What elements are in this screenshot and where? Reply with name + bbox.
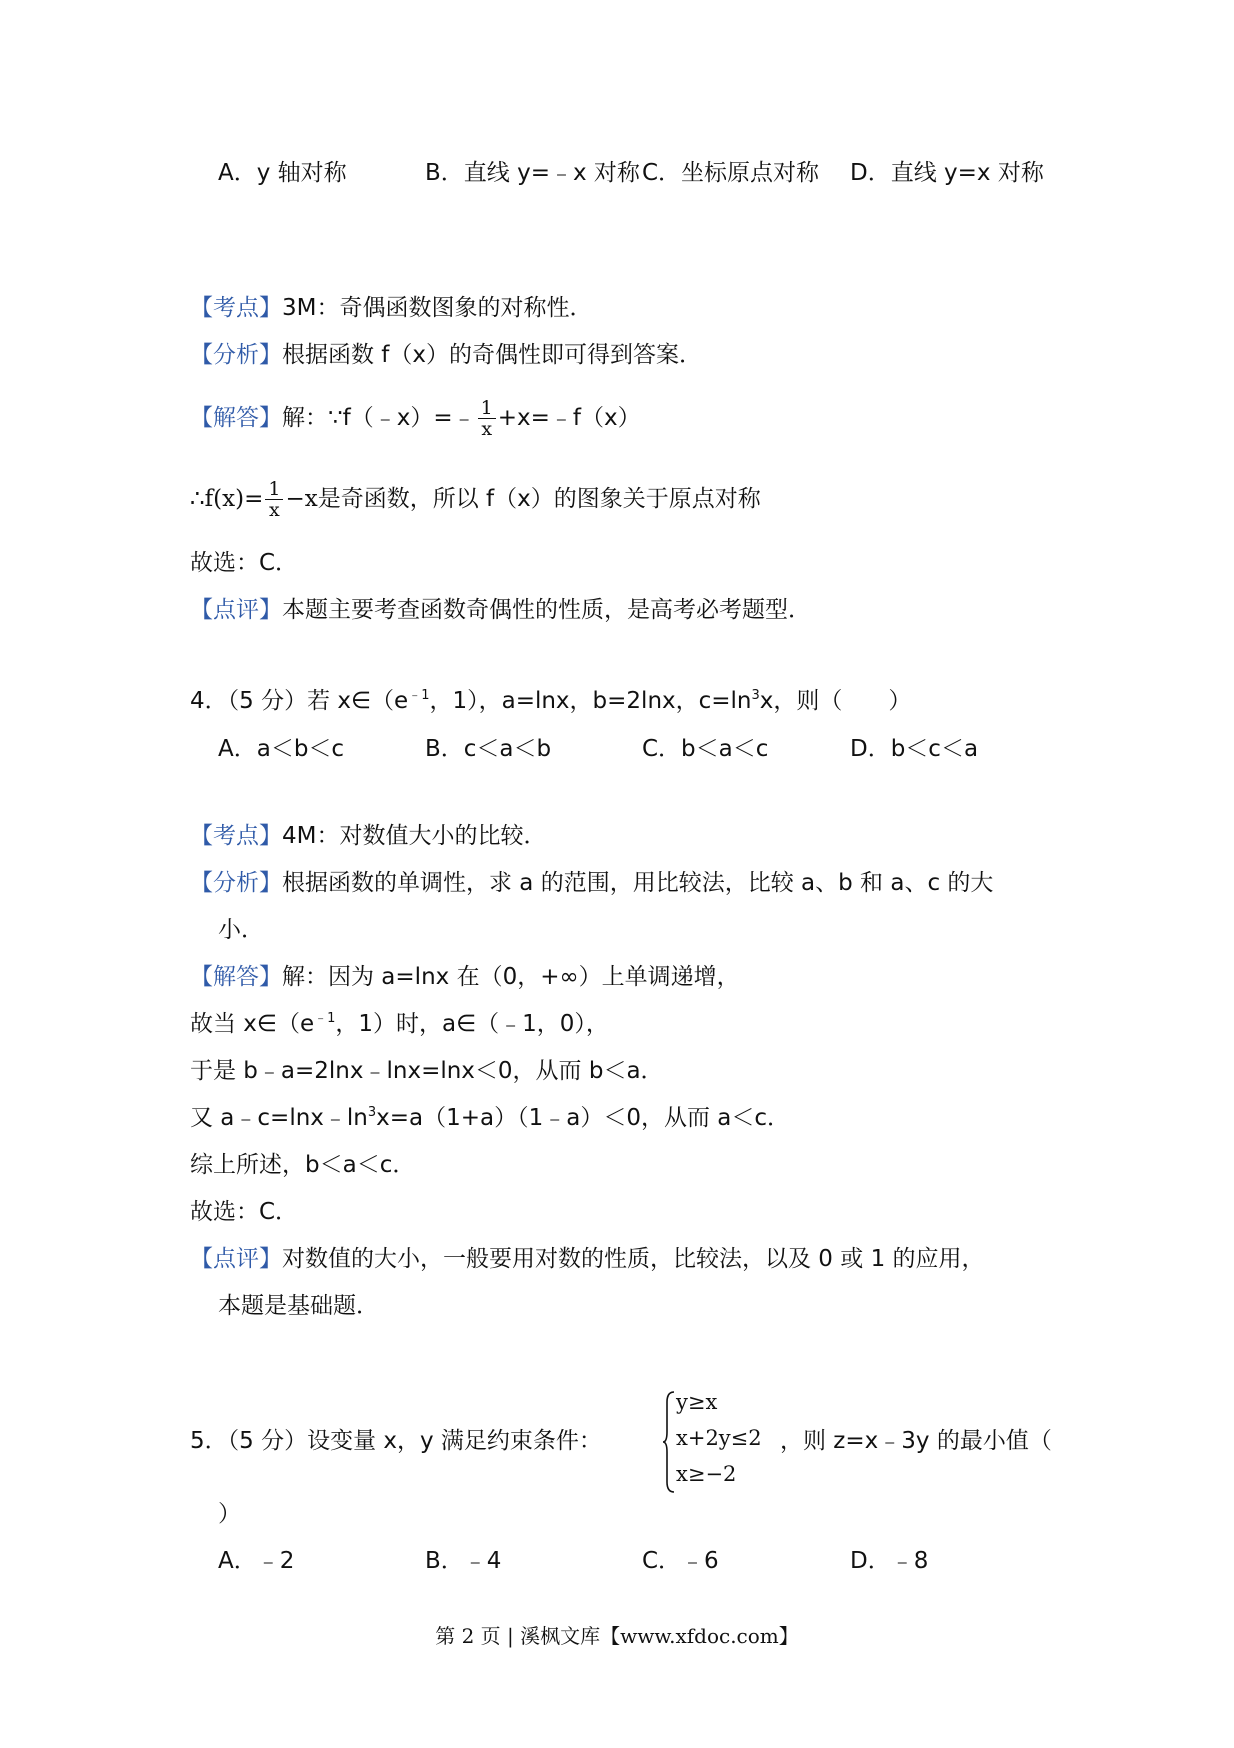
q4-stem-post: x，则（ ） xyxy=(759,688,912,714)
jieda-4-post: x=a（1+a）（1﹣a）＜0，从而 a＜c． xyxy=(376,1105,791,1131)
constraint-1: y≥x xyxy=(676,1390,718,1414)
fx-definition: ∴f(x)= xyxy=(190,486,264,512)
constraint-3: x≥−2 xyxy=(676,1462,737,1486)
q4-jieda-line-2 xyxy=(190,1008,609,1040)
page-footer: 第 2 页 | 溪枫文库【www.xfdoc.com】 xyxy=(435,1624,799,1648)
fenxi-text: 根据函数 f（x）的奇偶性即可得到答案． xyxy=(282,342,703,368)
q3-fenxi xyxy=(190,339,702,371)
jieda-line-1: 解：因为 a=lnx 在（0，+∞）上单调递增， xyxy=(282,964,740,990)
q5-option-c: C．﹣6 xyxy=(642,1548,719,1574)
q3-choose: 故选：C． xyxy=(190,550,299,576)
jieda-pre: 解：∵f（﹣x）=﹣ xyxy=(282,405,476,431)
fenxi-tag: 【分析】 xyxy=(190,870,282,896)
kaodian-tag: 【考点】 xyxy=(190,823,282,849)
jieda-2-post: ，1）时，a∈（﹣1，0）， xyxy=(335,1011,609,1037)
jieda-post: +x=﹣f（x） xyxy=(497,405,641,431)
q3-conclusion xyxy=(190,474,761,524)
q4-stem-sup2: 3 xyxy=(751,688,760,703)
q4-fenxi xyxy=(190,867,993,899)
jieda-tag: 【解答】 xyxy=(190,964,282,990)
kaodian-text: 4M：对数值大小的比较． xyxy=(282,823,547,849)
conclusion-text: 是奇函数，所以 f（x）的图象关于原点对称 xyxy=(317,486,761,512)
q3-kaodian xyxy=(190,292,592,324)
q3-option-b: B．直线 y=﹣x 对称 xyxy=(425,160,640,186)
q5-option-a: A．﹣2 xyxy=(218,1548,295,1574)
dianping-text-1: 对数值的大小，一般要用对数的性质，比较法，以及 0 或 1 的应用， xyxy=(282,1246,985,1272)
q5-option-d: D．﹣8 xyxy=(850,1548,929,1574)
jieda-4-sup: 3 xyxy=(367,1105,377,1120)
left-brace-icon xyxy=(662,1390,676,1494)
q3-dianping xyxy=(190,594,811,626)
q4-stem-mid: ，1），a=lnx，b=2lnx，c=ln xyxy=(429,688,752,714)
q3-jieda xyxy=(190,393,641,443)
q4-jieda xyxy=(190,961,740,993)
kaodian-tag: 【考点】 xyxy=(190,295,282,321)
jieda-2-pre: 故当 x∈（e xyxy=(190,1011,315,1037)
jieda-2-sup: ﹣1 xyxy=(314,1011,336,1026)
fraction-denominator: x xyxy=(269,499,280,521)
dianping-tag: 【点评】 xyxy=(190,1246,282,1272)
q3-option-a: A．y 轴对称 xyxy=(218,160,347,186)
q4-jieda-line-3: 于是 b﹣a=2lnx﹣lnx=lnx＜0，从而 b＜a． xyxy=(190,1058,664,1084)
fraction-1-over-x xyxy=(478,398,496,439)
q4-choose: 故选：C． xyxy=(190,1199,299,1225)
q4-option-c: C．b＜a＜c xyxy=(642,736,769,762)
q4-option-d: D．b＜c＜a xyxy=(850,736,979,762)
q4-jieda-line-5: 综上所述，b＜a＜c． xyxy=(190,1152,416,1178)
fraction-1-over-x-2 xyxy=(265,479,283,520)
q4-option-a: A．a＜b＜c xyxy=(218,736,345,762)
q3-option-d: D．直线 y=x 对称 xyxy=(850,160,1044,186)
q4-stem-pre: 4．（5 分）若 x∈（e xyxy=(190,688,409,714)
q4-stem-sup: ﹣1 xyxy=(408,688,430,703)
q5-stem-pre: 5．（5 分）设变量 x，y 满足约束条件： xyxy=(190,1428,602,1454)
q4-kaodian xyxy=(190,820,546,852)
q3-option-c: C．坐标原点对称 xyxy=(642,160,820,186)
dianping-text: 本题主要考查函数奇偶性的性质，是高考必考题型． xyxy=(282,597,811,623)
q4-dianping xyxy=(190,1243,985,1275)
constraint-2: x+2y≤2 xyxy=(676,1426,762,1450)
fenxi-tag: 【分析】 xyxy=(190,342,282,368)
fraction-numerator: 1 xyxy=(478,398,496,419)
fraction-numerator: 1 xyxy=(265,479,283,500)
q4-jieda-line-4 xyxy=(190,1102,790,1134)
q5-stem-close: ） xyxy=(218,1501,241,1527)
q5-option-b: B．﹣4 xyxy=(425,1548,502,1574)
q4-dianping-cont: 本题是基础题． xyxy=(218,1293,379,1319)
jieda-tag: 【解答】 xyxy=(190,405,282,431)
dianping-tag: 【点评】 xyxy=(190,597,282,623)
kaodian-text: 3M：奇偶函数图象的对称性． xyxy=(282,295,593,321)
q4-option-b: B．c＜a＜b xyxy=(425,736,552,762)
fraction-denominator: x xyxy=(481,418,493,440)
q4-stem xyxy=(190,685,911,717)
minus-x: −x xyxy=(285,486,318,512)
constraint-system xyxy=(662,1390,772,1494)
fenxi-text-1: 根据函数的单调性，求 a 的范围，用比较法，比较 a、b 和 a、c 的大 xyxy=(282,870,994,896)
q5-stem-post: ，则 z=x﹣3y 的最小值（ xyxy=(780,1428,1052,1454)
jieda-4-pre: 又 a﹣c=lnx﹣ln xyxy=(190,1105,368,1131)
q4-fenxi-cont: 小． xyxy=(218,917,264,943)
